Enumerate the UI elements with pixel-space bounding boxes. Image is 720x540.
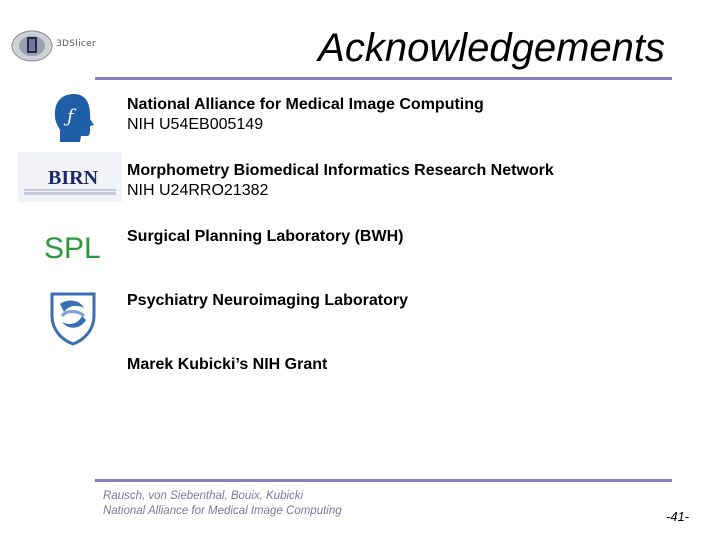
svg-text:ƒ: ƒ [67,106,74,127]
footer-divider [95,479,672,482]
pnl-shield-icon [50,290,96,351]
footer [103,489,342,519]
spl-logo [44,224,101,273]
ack-grant: NIH U54EB005149 [127,116,264,133]
birn-logo-text: BIRN [48,167,99,189]
ack-item-spl [127,227,403,247]
3dslicer-logo [10,28,110,64]
ack-name: Morphometry Biomedical Informatics Research Network [127,162,554,179]
ack-name: National Alliance for Medical Image Computing [127,96,484,113]
3dslicer-label: 3DSlicer [56,39,96,49]
ack-item-birn [127,161,554,201]
ack-item-pnl [127,291,408,311]
page-title: Acknowledgements [318,26,665,70]
page-number: -41- [666,509,690,524]
birn-logo [18,152,122,207]
namic-head-icon [50,92,98,151]
footer-organization: National Alliance for Medical Image Computing [103,505,342,517]
ack-grant: NIH U24RRO21382 [127,182,269,199]
ack-item-kubicki [127,355,327,375]
spl-logo-text: SPL [44,232,101,265]
ack-item-namic [127,95,484,135]
ack-name: Psychiatry Neuroimaging Laboratory [127,292,408,309]
footer-authors: Rausch, von Siebenthal, Bouix, Kubicki [103,490,304,502]
3dslicer-icon [10,28,54,64]
ack-name: Surgical Planning Laboratory (BWH) [127,228,404,245]
title-divider [95,77,672,80]
ack-name: Marek Kubicki’s NIH Grant [127,356,328,373]
